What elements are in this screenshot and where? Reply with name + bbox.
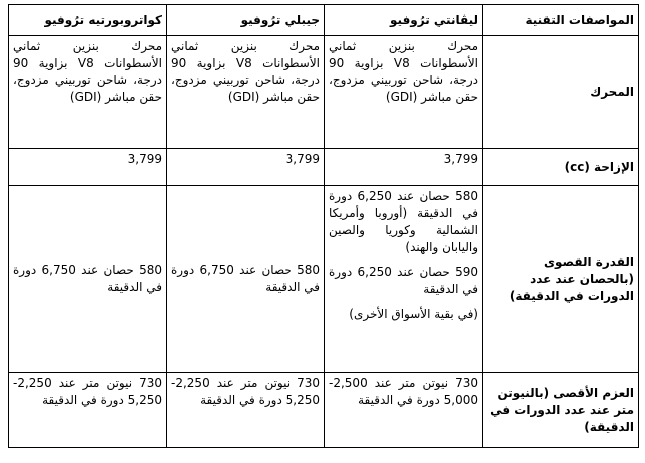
torque-label: العزم الأقصى (بالنيوتن متر عند عدد الدورات في الدقيقة) <box>483 373 639 448</box>
header-levante: ليڤانتي ترُوفيو <box>325 5 483 36</box>
power-levante-text-3: (في بقية الأسواق الأخرى) <box>349 307 478 321</box>
displacement-quattroporte: 3,799 <box>9 149 167 186</box>
header-spec: المواصفات التقنية <box>483 5 639 36</box>
engine-ghibli: محرك بنزين ثماني الأسطوانات V8 بزاوية 90 درجة، شاحن توربيني مزدوج، حقن مباشر (GDI) <box>167 36 325 149</box>
engine-levante: محرك بنزين ثماني الأسطوانات V8 بزاوية 90 درجة، شاحن توربيني مزدوج، حقن مباشر (GDI) <box>325 36 483 149</box>
torque-ghibli: 730 نيوتن متر عند 2,250-5,250 دورة في الدقيقة <box>167 373 325 448</box>
table-row-power <box>9 186 639 373</box>
power-levante <box>325 186 483 373</box>
displacement-ghibli: 3,799 <box>167 149 325 186</box>
torque-quattroporte: 730 نيوتن متر عند 2,250-5,250 دورة في الدقيقة <box>9 373 167 448</box>
header-quattroporte: كواتروبورتيه ترُوفيو <box>9 5 167 36</box>
displacement-levante: 3,799 <box>325 149 483 186</box>
engine-quattroporte: محرك بنزين ثماني الأسطوانات V8 بزاوية 90 درجة، شاحن توربيني مزدوج، حقن مباشر (GDI) <box>9 36 167 149</box>
header-ghibli: جيبلي ترُوفيو <box>167 5 325 36</box>
table-row-torque <box>9 373 639 448</box>
displacement-label: الإزاحة (cc) <box>483 149 639 186</box>
engine-label: المحرك <box>483 36 639 149</box>
power-levante-text-1: 580 حصان عند 6,250 دورة في الدقيقة (أوروبا وأمريكا الشمالية وكوريا والصين واليابان والهند) <box>329 189 478 254</box>
table-row-engine <box>9 36 639 149</box>
header-row <box>9 5 639 36</box>
table-row-displacement <box>9 149 639 186</box>
power-quattroporte: 580 حصان عند 6,750 دورة في الدقيقة <box>9 186 167 373</box>
torque-levante: 730 نيوتن متر عند 2,500-5,000 دورة في الدقيقة <box>325 373 483 448</box>
power-label: القدرة القصوى (بالحصان عند عدد الدورات في الدقيقة) <box>483 186 639 373</box>
power-levante-text-2: 590 حصان عند 6,250 دورة في الدقيقة <box>329 265 478 296</box>
power-ghibli: 580 حصان عند 6,750 دورة في الدقيقة <box>167 186 325 373</box>
specifications-table <box>8 4 639 448</box>
